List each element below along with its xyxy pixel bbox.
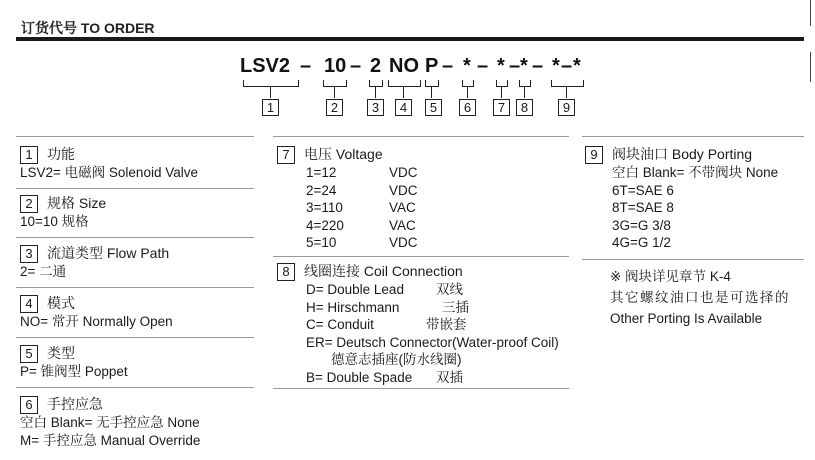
coil-code: C= Conduit	[306, 317, 374, 332]
page-edge-line	[810, 0, 811, 26]
code-label-9: 9	[558, 99, 575, 116]
header-rule	[16, 37, 804, 41]
coil-cn: 双线	[436, 282, 463, 297]
voltage-type: VDC	[389, 235, 418, 250]
section-mode	[20, 295, 173, 331]
coil-row-er: ER= Deutsch Connector(Water-proof Coil)	[306, 334, 559, 350]
stem-8	[524, 86, 525, 98]
voltage-row	[306, 182, 418, 200]
section-flow-path	[20, 245, 169, 281]
stem-2	[334, 86, 335, 98]
code-label-1: 1	[262, 99, 279, 116]
code-dash: –	[477, 55, 489, 77]
option-line: 10=10 规格	[20, 214, 89, 229]
section-voltage	[277, 146, 418, 252]
code-dash: –	[509, 55, 521, 77]
bracket-9	[551, 80, 584, 87]
voltage-type: VDC	[389, 182, 418, 198]
bracket-4	[388, 80, 421, 87]
section-title: 阀块油口 Body Porting	[612, 146, 753, 163]
code-label-4: 4	[395, 99, 412, 116]
voltage-type: VDC	[389, 165, 418, 180]
code-part-size: 10	[324, 55, 347, 77]
option-line: 空白 Blank= 无手控应急 None	[20, 415, 200, 430]
bracket-8	[519, 80, 531, 87]
voltage-row	[306, 217, 418, 235]
code-part-porting-2: *	[573, 55, 581, 77]
note-line: Other Porting Is Available	[610, 311, 763, 326]
note-line: 其它螺纹油口也是可选择的	[610, 290, 790, 305]
stem-4	[403, 86, 404, 98]
section-title: 线圈连接 Coil Connection	[304, 263, 463, 280]
header-title: 订货代号 TO ORDER	[21, 20, 155, 36]
code-part-mode: NO	[389, 55, 419, 77]
stem-6	[467, 86, 468, 98]
section-divider	[16, 287, 254, 288]
voltage-code: 1=12	[306, 165, 337, 180]
voltage-code: 2=24	[306, 182, 337, 198]
stem-9	[566, 86, 567, 98]
code-part-coil: *	[520, 55, 528, 77]
note-line: ※ 阀块详见章节 K-4	[610, 269, 731, 284]
code-dash: –	[350, 55, 362, 77]
code-label-8: 8	[516, 99, 533, 116]
option-line: 8T=SAE 8	[612, 200, 674, 215]
section-title: 功能	[47, 146, 75, 163]
coil-cn: 双插	[436, 369, 463, 385]
bracket-1	[243, 80, 299, 87]
code-dash: –	[300, 55, 312, 77]
section-number: 6	[20, 396, 38, 414]
section-number: 9	[585, 146, 603, 164]
section-body-porting	[585, 146, 778, 252]
voltage-row	[306, 199, 418, 217]
code-part-lsv2: LSV2	[240, 55, 291, 77]
section-title: 模式	[47, 295, 75, 312]
coil-row	[306, 369, 559, 387]
section-coil-connection	[277, 263, 559, 386]
code-part-flow: 2	[370, 55, 382, 77]
code-dash: –	[532, 55, 544, 77]
section-divider	[273, 136, 569, 137]
code-label-3: 3	[367, 99, 384, 116]
section-number: 2	[20, 195, 38, 213]
code-part-override: *	[463, 55, 471, 77]
voltage-type: VAC	[389, 217, 416, 233]
bracket-6	[462, 80, 474, 87]
coil-cn: 带嵌套	[426, 317, 467, 332]
section-title: 规格 Size	[47, 195, 107, 212]
option-line: 空白 Blank= 不带阀块 None	[612, 165, 779, 180]
section-divider	[16, 188, 254, 189]
bracket-2	[323, 80, 347, 87]
coil-code: B= Double Spade	[306, 369, 413, 385]
coil-cn: 三插	[442, 299, 469, 315]
section-size	[20, 195, 106, 231]
code-label-2: 2	[326, 99, 343, 116]
section-divider	[16, 387, 254, 388]
voltage-row	[306, 164, 418, 182]
section-divider	[582, 259, 804, 260]
option-line: 3G=G 3/8	[612, 217, 671, 233]
code-dash: –	[442, 55, 454, 77]
section-number: 8	[277, 263, 295, 281]
section-function	[20, 146, 198, 182]
section-title: 类型	[47, 345, 75, 362]
stem-7	[501, 86, 502, 98]
section-number: 4	[20, 295, 38, 313]
code-dash: –	[561, 55, 573, 77]
stem-5	[431, 86, 432, 98]
section-title: 流道类型 Flow Path	[47, 245, 170, 262]
code-label-5: 5	[425, 99, 442, 116]
section-title: 电压 Voltage	[304, 146, 383, 163]
option-line: LSV2= 电磁阀 Solenoid Valve	[20, 165, 198, 180]
voltage-code: 5=10	[306, 235, 337, 250]
section-number: 1	[20, 146, 38, 164]
option-line: 6T=SAE 6	[612, 182, 674, 198]
voltage-row	[306, 234, 418, 252]
section-divider	[16, 237, 254, 238]
option-line: 2= 二通	[20, 264, 67, 279]
voltage-type: VAC	[389, 200, 416, 215]
code-label-6: 6	[459, 99, 476, 116]
section-number: 7	[277, 146, 295, 164]
code-part-porting-1: *	[552, 55, 560, 77]
section-divider	[582, 136, 804, 137]
bracket-5	[425, 80, 439, 87]
bracket-7	[496, 80, 508, 87]
voltage-code: 3=110	[306, 200, 343, 215]
page-edge-line	[810, 52, 811, 82]
code-part-type: P	[425, 55, 439, 77]
section-divider	[273, 256, 569, 257]
option-line: P= 锥阀型 Poppet	[20, 364, 128, 379]
section-number: 3	[20, 245, 38, 263]
code-part-voltage: *	[497, 55, 505, 77]
section-manual-override	[20, 396, 200, 449]
stem-1	[270, 86, 271, 98]
section-divider	[16, 136, 254, 137]
option-line: 4G=G 1/2	[612, 235, 671, 250]
section-number: 5	[20, 345, 38, 363]
coil-row	[306, 281, 559, 299]
bracket-3	[369, 80, 383, 87]
section-title: 手控应急	[47, 396, 103, 413]
coil-row	[306, 316, 559, 334]
stem-3	[375, 86, 376, 98]
section-divider	[16, 337, 254, 338]
coil-row-er-cn: 德意志插座(防水线圈)	[331, 352, 462, 367]
coil-code: D= Double Lead	[306, 282, 404, 297]
option-line: NO= 常开 Normally Open	[20, 314, 173, 329]
option-line: M= 手控应急 Manual Override	[20, 432, 201, 448]
section-divider	[273, 388, 569, 389]
code-label-7: 7	[493, 99, 510, 116]
porting-note	[610, 266, 790, 329]
coil-row	[306, 299, 559, 317]
section-type	[20, 345, 128, 381]
coil-code: H= Hirschmann	[306, 299, 400, 315]
voltage-code: 4=220	[306, 217, 344, 233]
